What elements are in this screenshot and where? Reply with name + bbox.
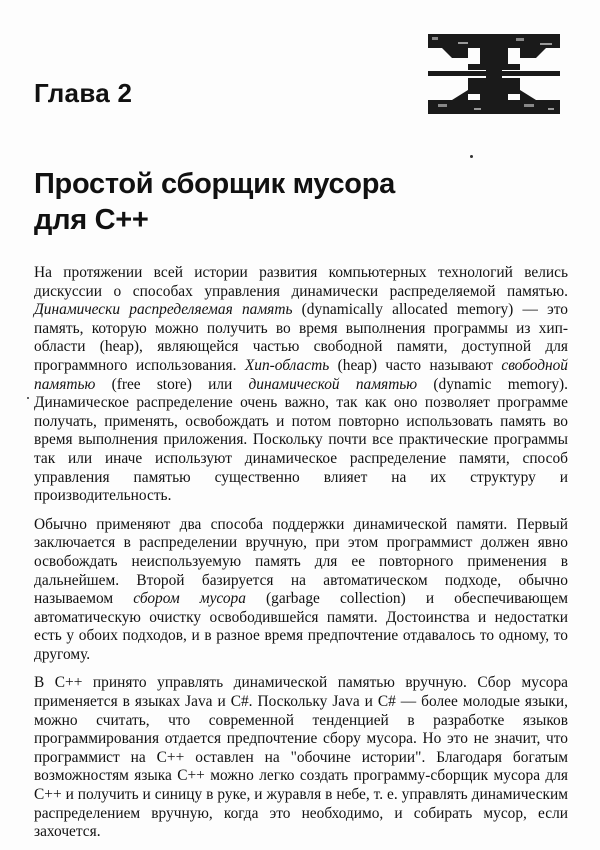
text-run: (heap) часто называют (329, 356, 502, 374)
term-italic: свободной памятью (34, 356, 569, 393)
chapter-number: Глава 2 (34, 78, 133, 108)
scan-speck (470, 155, 473, 158)
term-italic: Динамически распределяемая память (34, 301, 293, 319)
chapter-title (34, 166, 454, 238)
chapter-title-line: для C++ (34, 204, 149, 236)
term-italic: сбором мусора (133, 590, 246, 608)
text-run: В C++ принято управлять динамической памятью вручную. Сбор мусора применяется в языках Java и C#. Поскольку Java и C# — более молодые языки, можно считать, что современной тенденцией в разработке языков программирования отдается предпочтение сбору мусора. Но это не значит, что программист на C++ оставлен на "обочине истории". Благодаря богатым возможностям языка C++ можно легко создать программу-сборщик мусора для C++ и получить и синицу в руке, и журавля в небе, т. е. управлять динамическим распределением вручную, когда это необходимо, и собирать мусор, если захочется. (34, 674, 568, 841)
text-run: (dynamically allocated memory) — это память, которую можно получить во время выполнения программы из хип-области (heap), являющейся частью свободной памяти, доступной для программного использования. (34, 301, 568, 374)
text-run: Обычно применяют два способа поддержки динамической памяти. Первый заключается в распределении вручную, при этом программист должен явно освобождать неиспользуемую память для ее повторного применения в дальнейшем. Второй базируется на автоматическом подходе, обычно называемом (34, 515, 568, 608)
text-run: На протяжении всей истории развития компьютерных технологий велись дискуссии о способах управления динамически распределяемой памятью. (34, 264, 568, 300)
paragraph (34, 516, 568, 665)
paragraph (34, 674, 568, 841)
paragraph (34, 264, 568, 506)
chapter-title-line: Простой сборщик мусора (34, 168, 395, 200)
term-italic: Хип-область (244, 356, 330, 374)
scan-speck (27, 397, 29, 399)
text-run: (garbage collection) и обеспечивающем автоматическую очистку освободившейся памяти. Достоинства и недостатки есть у обоих подходов, и в разное время предпочтение отдавалось то одному, то другому. (34, 590, 568, 663)
text-run: (free store) или (95, 375, 249, 393)
text-run: (dynamic memory). Динамическое распределение очень важно, так как оно позволяет программе получать, применять, освобождать и потом повторно использовать память во время выполнения приложения. Поскольку почти все практические программы так или иначе используют динамическое распределение памяти, способ управления памятью существенно влияет на их структуру и производительность. (34, 375, 568, 505)
chapter-ornament-icon (428, 34, 560, 114)
term-italic: динамической памятью (248, 375, 418, 393)
body-text (34, 264, 568, 842)
